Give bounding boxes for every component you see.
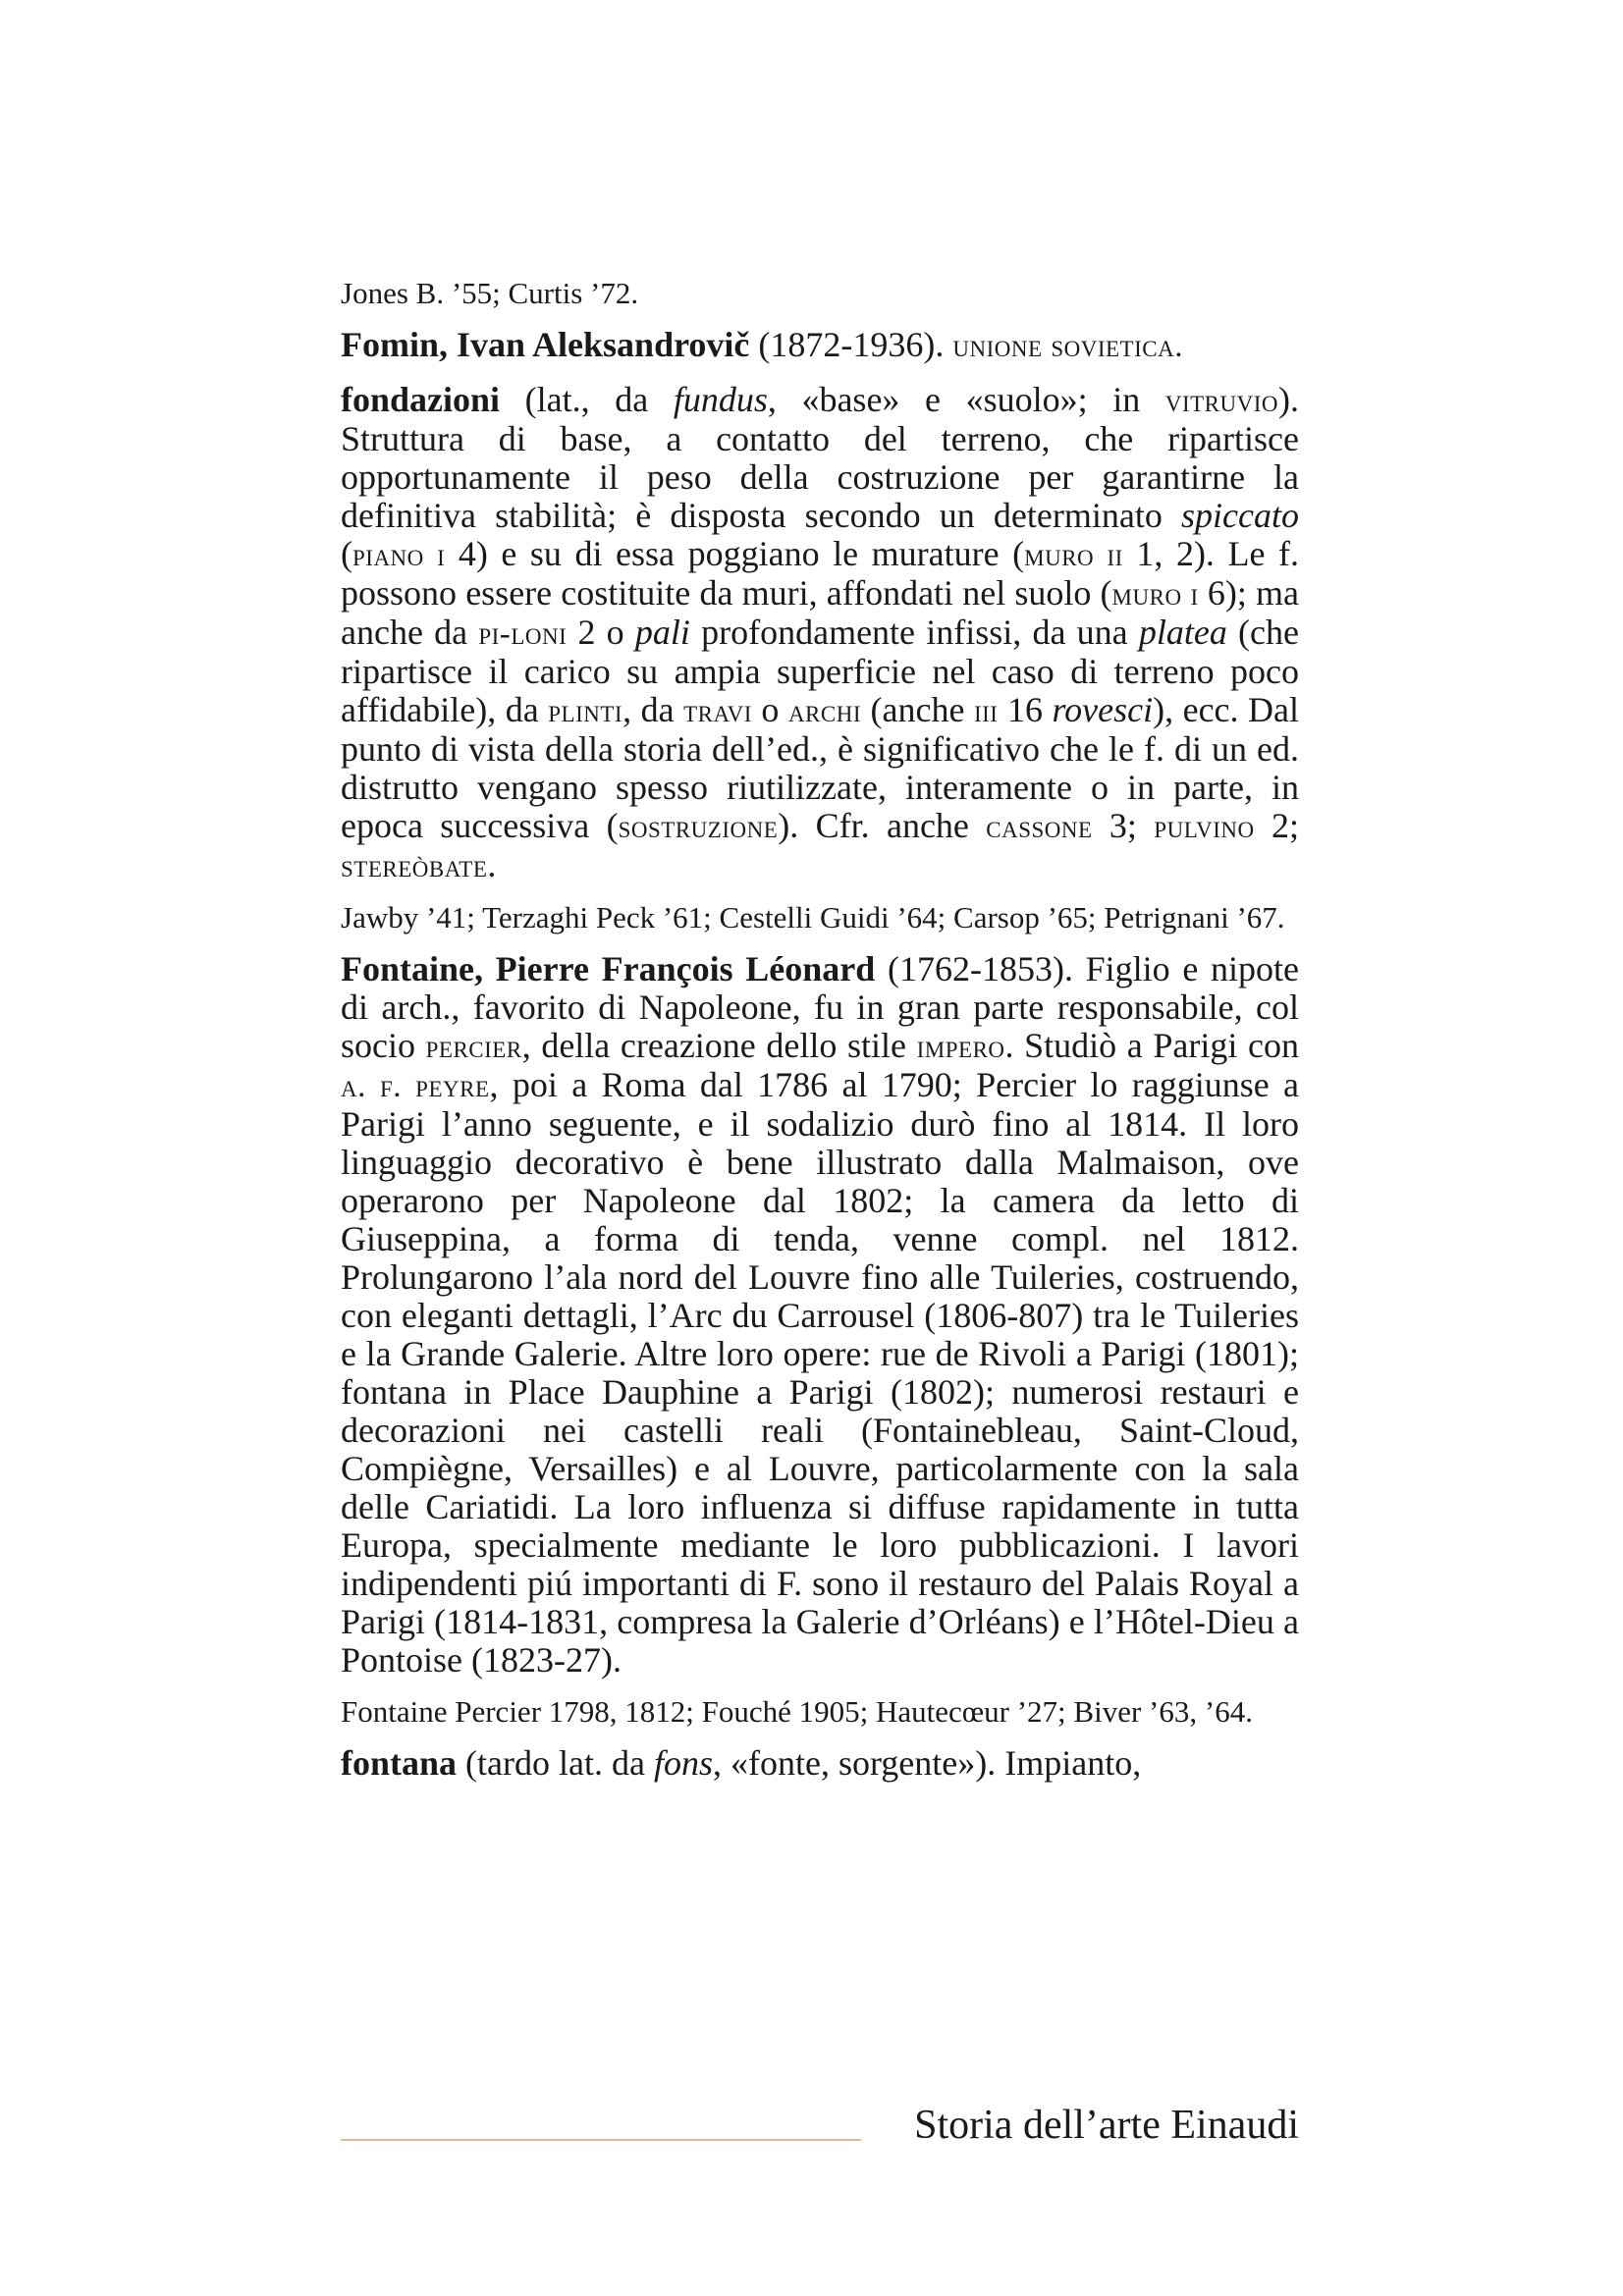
entry-text: . Studiò a Parigi con xyxy=(1004,1026,1299,1065)
cross-reference: a. f. peyre xyxy=(341,1068,490,1104)
entry-text: 6); ma anche da xyxy=(341,573,1299,652)
cross-reference: piano i xyxy=(352,537,446,573)
cross-reference: iii xyxy=(973,693,999,729)
entry-text: ( xyxy=(341,534,352,573)
footer-title: Storia dell’arte Einaudi xyxy=(914,2103,1299,2148)
entry-text: (tardo lat. da xyxy=(457,1743,654,1783)
citation-text: Jones B. ’55; Curtis ’72. xyxy=(341,276,639,310)
italic-term: fons xyxy=(653,1743,713,1783)
cross-reference: unione sovietica. xyxy=(952,328,1183,364)
entry-text: , «base» e «suolo»; in xyxy=(767,380,1165,419)
cross-reference: plinti xyxy=(548,693,623,729)
entry-headword: Fontaine, Pierre François Léonard xyxy=(341,949,876,988)
citation-text: Jawby ’41; Terzaghi Peck ’61; Cestelli Guidi ’64; Carsop ’65; Petrignani ’67. xyxy=(341,900,1285,934)
entry-fontana xyxy=(341,1744,1299,1783)
entry-text: 16 xyxy=(998,690,1053,729)
italic-term: platea xyxy=(1138,613,1227,652)
entry-text: , della creazione dello stile xyxy=(521,1026,917,1065)
citation-text: Fontaine Percier 1798, 1812; Fouché 1905; Hautecœur ’27; Biver ’63, ’64. xyxy=(341,1694,1253,1729)
entry-text: . xyxy=(487,845,497,884)
cross-reference: pi-loni xyxy=(478,615,568,652)
italic-term: fundus xyxy=(673,380,768,419)
cross-reference: pulvino xyxy=(1154,809,1255,845)
page-body xyxy=(341,277,1299,1798)
cross-reference: sostruzione xyxy=(618,809,779,845)
page-footer xyxy=(0,2101,1623,2160)
entry-fontaine xyxy=(341,950,1299,1680)
entry-text: , poi a Roma dal 1786 al 1790; Percier lo raggiunse a Parigi l’anno seguente, e il sodalizio durò fino al 1814. Il loro linguaggio decorativo è bene illustrato dalla Malmaison, ove operarono per Napoleone dal 1802; la camera da letto di Giuseppina, a forma di tenda, venne compl. nel 1812. Prolungarono l’ala nord del Louvre fino alle Tuileries, costruendo, con eleganti dettagli, l’Arc du Carrousel (1806-807) tra le Tuileries e la Grande Galerie. Altre loro opere: rue de Rivoli a Parigi (1801); fontana in Place Dauphine a Parigi (1802); numerosi restauri e decorazioni nei castelli reali (Fontainebleau, Saint-Cloud, Compiègne, Versailles) e al Louvre, particolarmente con la sala delle Cariatidi. La loro influenza si diffuse rapidamente in tutta Europa, specialmente mediante le loro pubblicazioni. I lavori indipendenti piú importanti di F. sono il restauro del Palais Royal a Parigi (1814-1831, compresa la Galerie d’Orléans) e l’Hôtel-Dieu a Pontoise (1823-27). xyxy=(341,1065,1300,1680)
entry-text: 1, 2). Le f. possono essere costituite da muri, affondati nel suolo ( xyxy=(341,534,1300,613)
italic-term: pali xyxy=(634,613,690,652)
entry-text: 2 o xyxy=(567,613,635,652)
entry-fondazioni xyxy=(341,381,1299,885)
entry-text: ), ecc. Dal punto di vista della storia dell’ed., è significativo che le f. di un ed. distrutto vengano spesso riutilizzate, interamente o in parte, in epoca successiva ( xyxy=(341,690,1300,845)
entry-text: (che ripartisce il carico su ampia superficie nel caso di terreno poco affidabile), da xyxy=(341,613,1300,729)
cross-reference: impero xyxy=(916,1029,1005,1065)
cross-reference: stereòbate xyxy=(341,848,488,884)
entry-text: (anche xyxy=(861,690,974,729)
cross-reference: cassone xyxy=(986,809,1093,845)
citation-fontaine xyxy=(341,1695,1299,1729)
entry-headword: Fomin, Ivan Aleksandrovič xyxy=(341,325,750,364)
entry-text: ). Struttura di base, a contatto del terreno, che ripartisce opportunamente il peso della costruzione per garantirne la definitiva stabilità; è disposta secondo un determinato xyxy=(341,380,1299,535)
entry-text: 4) e su di essa poggiano le murature ( xyxy=(445,534,1025,573)
cross-reference: muro ii xyxy=(1024,537,1123,573)
entry-text: 3; xyxy=(1092,806,1155,845)
citation-fondazioni xyxy=(341,901,1299,934)
cross-reference: vitruvio xyxy=(1164,383,1278,419)
entry-text: , «fonte, sorgente»). Impianto, xyxy=(712,1743,1142,1783)
italic-term: spiccato xyxy=(1181,496,1299,535)
entry-text: (lat., da xyxy=(500,380,674,419)
entry-text: , da xyxy=(622,690,684,729)
citation-jones xyxy=(341,277,1299,310)
entry-text: ). Cfr. anche xyxy=(778,806,987,845)
entry-headword: fontana xyxy=(341,1743,458,1783)
entry-headword: fondazioni xyxy=(341,380,501,419)
entry-fomin xyxy=(341,326,1299,365)
cross-reference: archi xyxy=(787,693,861,729)
italic-term: rovesci xyxy=(1052,690,1154,729)
cross-reference: percier xyxy=(425,1029,522,1065)
entry-text: profondamente infissi, da una xyxy=(689,613,1139,652)
cross-reference: travi xyxy=(683,693,752,729)
entry-text: (1762-1853). Figlio e nipote di arch., favorito di Napoleone, fu in gran parte responsabile, col socio xyxy=(341,949,1300,1065)
footer-rule xyxy=(341,2139,861,2141)
entry-text: o xyxy=(751,690,788,729)
cross-reference: muro i xyxy=(1111,576,1199,613)
entry-dates: (1872-1936). xyxy=(749,325,953,364)
entry-text: 2; xyxy=(1254,806,1299,845)
